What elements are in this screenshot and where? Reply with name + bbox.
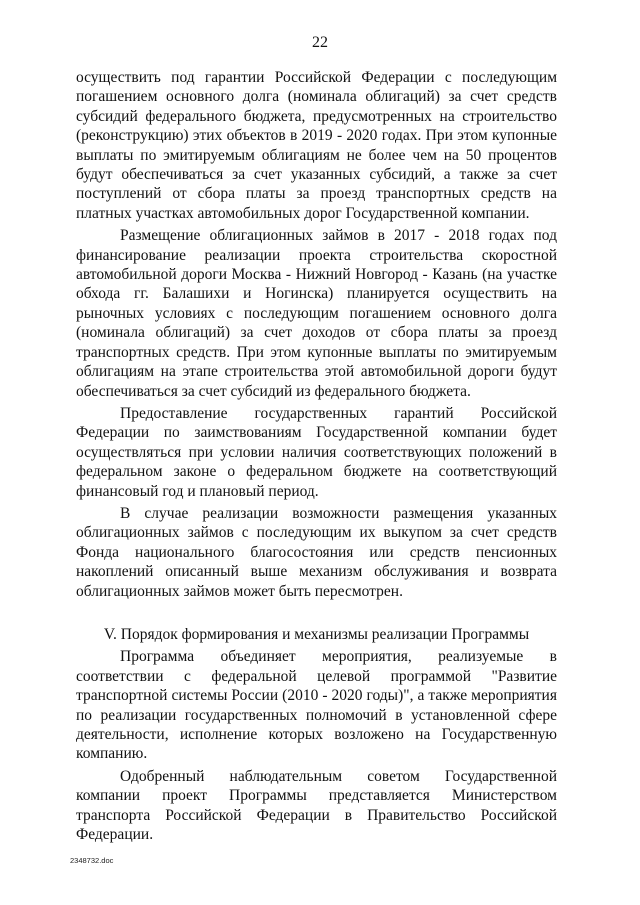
paragraph-bond-placement: Размещение облигационных займов в 2017 - 2018 годах под финансирование реализации проекта строительства скоростной автомобильной дороги Москва - Нижний Новгород - Казань (на участке обхода гг. Балашихи и Ногинска) планируется осуществить на рыночных условиях с последующим погашением основного долга (номинала облигаций) за счет доходов от сбора платы за проезд транспортных средств. При этом купонные выплаты по эмитируемым облигациям на этапе строительства этой автомобильной дороги будут обеспечиваться за счет субсидий из федерального бюджета.: [76, 227, 557, 400]
document-footer-code: 2348732.doc: [70, 856, 114, 865]
paragraph-program-approval: Одобренный наблюдательным советом Государственной компании проект Программы представляется Министерством транспорта Российской Федерации в Правительство Российской Федерации.: [76, 767, 557, 844]
paragraph-bond-buyback: В случае реализации возможности размещения указанных облигационных займов с последующим их выкупом за счет средств Фонда национального благосостояния или средств пенсионных накоплений описанный выше механизм обслуживания и возврата облигационных займов может быть пересмотрен.: [76, 504, 557, 600]
paragraph-continuation: осуществить под гарантии Российской Федерации с последующим погашением основного долга (номинала облигаций) за счет средств субсидий федерального бюджета, предусмотренных на строительство (реконструкцию) этих объектов в 2019 - 2020 годах. При этом купонные выплаты по эмитируемым облигациям не более чем на 50 процентов будут обеспечиваться за счет указанных субсидий, а также за счет поступлений от сбора платы за проезд транспортных средств на платных участках автомобильных дорог Государственной компании.: [76, 69, 557, 222]
document-body: [76, 68, 557, 844]
section-heading: V. Порядок формирования и механизмы реализации Программы: [103, 625, 530, 643]
paragraph-program-scope: Программа объединяет мероприятия, реализуемые в соответствии с федеральной целевой программой "Развитие транспортной системы России (2010 - 2020 годы)", а также мероприятия по реализации государственных полномочий в установленной сфере деятельности, исполнение которых возложено на Государственную компанию.: [76, 648, 557, 763]
page-number: 22: [312, 34, 328, 51]
paragraph-state-guarantees: Предоставление государственных гарантий Российской Федерации по заимствованиям Государственной компании будет осуществляться при условии наличия соответствующих положений в федеральном законе о федеральном бюджете на соответствующий финансовый год и плановый период.: [76, 404, 557, 500]
